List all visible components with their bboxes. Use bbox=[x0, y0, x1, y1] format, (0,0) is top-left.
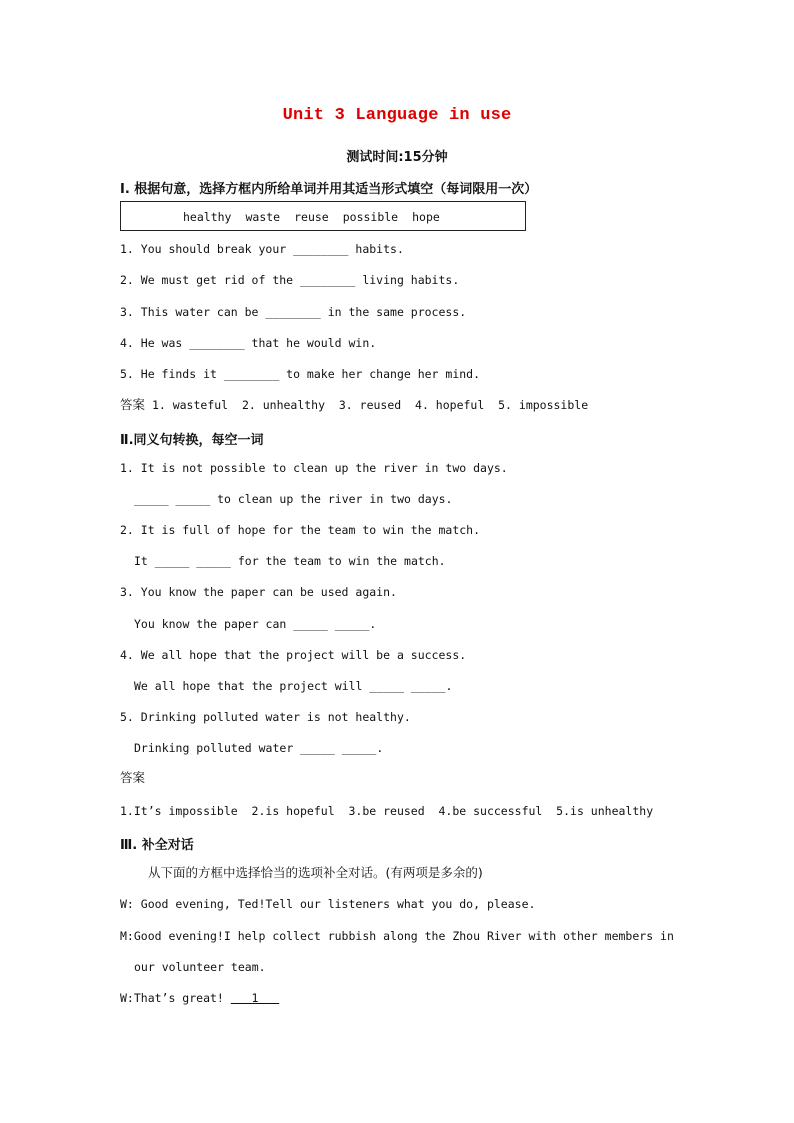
page-title: Unit 3 Language in use bbox=[282, 106, 512, 125]
question-item: 1. You should break your ________ habits. bbox=[120, 242, 404, 256]
answer-text: 1.It’s impossible 2.is hopeful 3.be reused 4.be successful 5.is unhealthy bbox=[120, 804, 654, 818]
rewrite-line: Drinking polluted water _____ _____. bbox=[134, 741, 384, 755]
question-item: 3. This water can be ________ in the same process. bbox=[120, 305, 467, 319]
answer-label: 答案 bbox=[120, 770, 146, 785]
question-item: 3. You know the paper can be used again. bbox=[120, 585, 397, 599]
word-item: waste bbox=[245, 210, 281, 224]
question-item: 5. He finds it ________ to make her change her mind. bbox=[120, 367, 481, 381]
answer-label: 答案 bbox=[120, 397, 146, 412]
test-time: 测试时间:15分钟 bbox=[346, 150, 448, 165]
question-item: 2. We must get rid of the ________ living habits. bbox=[120, 273, 460, 287]
answer-text: 1. wasteful 2. unhealthy 3. reused 4. hopeful 5. impossible bbox=[145, 398, 589, 412]
dialogue-line: W: Good evening, Ted!Tell our listeners what you do, please. bbox=[120, 897, 536, 911]
question-item: 1. It is not possible to clean up the river in two days. bbox=[120, 461, 508, 475]
rewrite-line: You know the paper can _____ _____. bbox=[134, 617, 377, 631]
answer-line bbox=[120, 398, 588, 412]
dialogue-line: our volunteer team. bbox=[134, 960, 266, 974]
rewrite-line: _____ _____ to clean up the river in two days. bbox=[134, 492, 453, 506]
section-1-heading: Ⅰ. 根据句意，选择方框内所给单词并用其适当形式填空（每词限用一次） bbox=[120, 182, 538, 197]
section-3-heading: Ⅲ. 补全对话 bbox=[120, 838, 194, 853]
word-list bbox=[183, 210, 440, 224]
word-item: healthy bbox=[183, 210, 232, 224]
dialogue-line-with-blank bbox=[120, 991, 279, 1005]
question-item: 4. We all hope that the project will be a success. bbox=[120, 648, 467, 662]
question-item: 4. He was ________ that he would win. bbox=[120, 336, 377, 350]
rewrite-line: It _____ _____ for the team to win the match. bbox=[134, 554, 446, 568]
question-item: 2. It is full of hope for the team to win the match. bbox=[120, 523, 481, 537]
question-item: 5. Drinking polluted water is not healthy. bbox=[120, 710, 411, 724]
word-item: possible bbox=[342, 210, 399, 224]
word-item: reuse bbox=[294, 210, 329, 224]
section-3-instruction: 从下面的方框中选择恰当的选项补全对话。(有两项是多余的) bbox=[148, 865, 483, 880]
word-item: hope bbox=[412, 210, 440, 224]
dialogue-text: W:That’s great! bbox=[120, 991, 231, 1005]
rewrite-line: We all hope that the project will _____ _____. bbox=[134, 679, 453, 693]
word-box bbox=[120, 201, 526, 231]
dialogue-line: M:Good evening!I help collect rubbish along the Zhou River with other members in bbox=[120, 929, 674, 943]
answer-blank-1[interactable]: 1 bbox=[230, 991, 280, 1005]
section-2-heading: Ⅱ.同义句转换，每空一词 bbox=[120, 433, 264, 448]
